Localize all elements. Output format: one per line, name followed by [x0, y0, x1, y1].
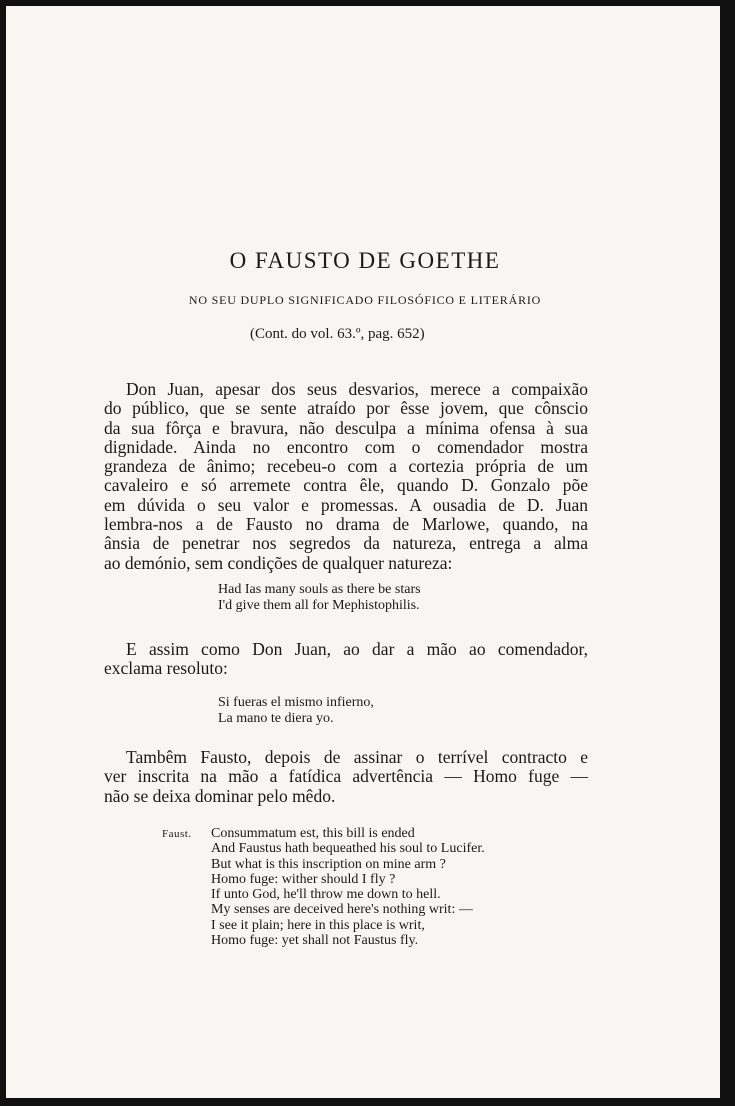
verse-line: Homo fuge: wither should I fly ? — [211, 871, 396, 887]
text-line: em dúvida o seu valor e promessas. A ousadia de D. Juan — [104, 494, 588, 515]
text-line: cavaleiro e só arremete contra êle, quando D. Gonzalo põe — [104, 475, 588, 496]
text-line: exclama resoluto: — [104, 658, 228, 679]
verse-line: Had Ias many souls as there be stars — [218, 582, 421, 597]
continuation-note: (Cont. do vol. 63.º, pag. 652) — [250, 326, 425, 342]
verse-line: La mano te diera yo. — [218, 711, 334, 726]
verse-line: And Faustus hath bequeathed his soul to Lucifer. — [211, 841, 485, 857]
verse-line: But what is this inscription on mine arm ? — [211, 856, 446, 872]
paragraph-don-juan — [104, 380, 588, 573]
faust-quote — [156, 826, 485, 948]
verse-line: Homo fuge: yet shall not Faustus fly. — [211, 933, 419, 949]
text-line: ver inscrita na mão a fatídica advertência — Homo fuge — — [104, 766, 588, 787]
verse-line: If unto God, he'll throw me down to hell. — [211, 887, 441, 903]
text-line: ao demónio, sem condições de qualquer natureza: — [104, 552, 453, 573]
page-edge-rule — [720, 6, 724, 1098]
page-subtitle: NO SEU DUPLO SIGNIFICADO FILOSÓFICO E LITERÁRIO — [188, 293, 542, 307]
text-line: não se deixa dominar pelo mêdo. — [104, 785, 336, 806]
text-line: Don Juan, apesar dos seus desvarios, merece a compaixão — [126, 379, 588, 399]
text-line: da sua fôrça e bravura, não desculpa a mínima ofensa à sua — [104, 417, 588, 438]
document-page — [6, 6, 724, 1098]
text-line: lembra-nos a de Fausto no drama de Marlowe, quando, na — [104, 514, 588, 535]
text-line: ânsia de penetrar nos segredos da natureza, entrega a alma — [104, 533, 588, 554]
text-line: E assim como Don Juan, ao dar a mão ao comendador, — [126, 639, 588, 659]
verse-line: Si fueras el mismo infierno, — [218, 695, 374, 710]
text-line: dignidade. Ainda no encontro com o comendador mostra — [104, 436, 588, 457]
paragraph-comendador — [104, 640, 588, 679]
verse-line: I see it plain; here in this place is writ, — [211, 917, 425, 933]
verse-line: My senses are deceived here's nothing writ: — — [211, 902, 473, 918]
verse-line: Consummatum est, this bill is ended — [211, 826, 415, 841]
verse-line: I'd give them all for Mephistophilis. — [218, 598, 420, 613]
page-title: O FAUSTO DE GOETHE — [229, 248, 501, 273]
text-line: grandeza de ânimo; recebeu-o com a cortezia própria de um — [104, 456, 588, 477]
paragraph-fausto — [104, 748, 588, 806]
speaker-label: Faust. — [162, 828, 192, 840]
verse-marlowe — [218, 582, 421, 614]
text-line: Tambêm Fausto, depois de assinar o terrível contracto e — [126, 747, 588, 767]
verse-spanish — [218, 695, 374, 727]
text-line: do público, que se sente atraído por êsse jovem, que cônscio — [104, 398, 588, 419]
